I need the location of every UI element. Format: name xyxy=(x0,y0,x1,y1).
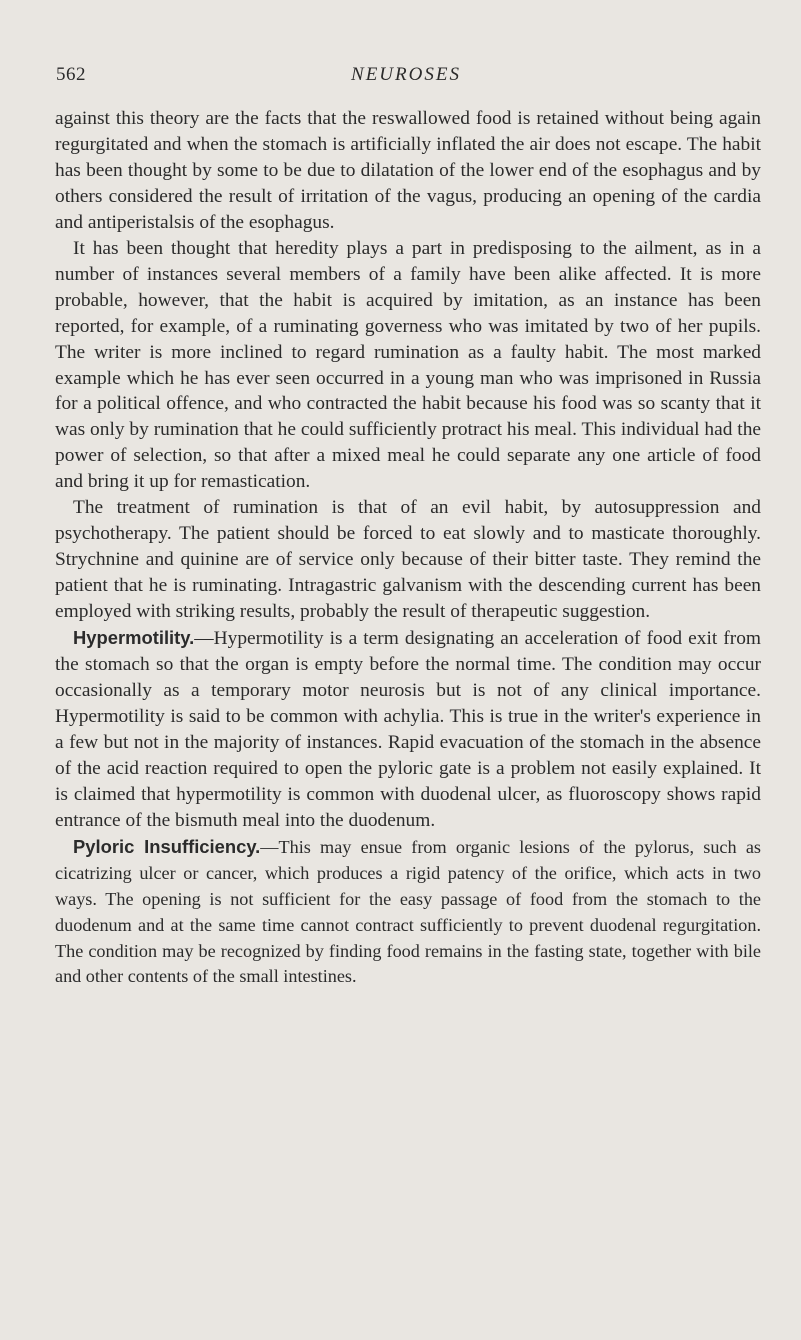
paragraph-text: against this theory are the facts that the reswallowed food is retained without being again regurgitated and when the stomach is artificially inflated the air does not escape. The habit has been thought by some to be due to dilatation of the lower end of the esophagus and by others considered the result of irritation of the vagus, producing an opening of the cardia and antiperistalsis of the esophagus. xyxy=(55,108,761,233)
section-heading-hypermotility: Hypermotility. xyxy=(73,627,195,649)
paragraph xyxy=(55,236,761,496)
paragraph-text: —Hypermotility is a term designating an acceleration of food exit from the stomach so that the organ is empty before the normal time. The condition may occur occasionally as a temporary motor neurosis but is not of any clinical importance. Hypermotility is said to be common with achylia. This is true in the writer's experience in a few but not in the majority of instances. Rapid evacuation of the stomach in the absence of the acid reaction required to open the pyloric gate is a problem not easily explained. It is claimed that hypermotility is common with duodenal ulcer, as fluoroscopy shows rapid entrance of the bismuth meal into the duodenum. xyxy=(55,628,761,831)
paragraph-text: —This may ensue from organic lesions of the pylorus, such as cicatrizing ulcer or cancer, which produces a rigid patency of the orifice, which acts in two ways. The opening is not sufficient for the easy passage of food from the stomach to the duodenum and at the same time cannot contract sufficiently to prevent duodenal regurgitation. The condition may be recognized by finding food remains in the fasting state, together with bile and other contents of the small intestines. xyxy=(55,836,761,987)
paragraph-text: The treatment of rumination is that of an evil habit, by autosuppression and psychotherapy. The patient should be forced to eat slowly and to masticate thoroughly. Strychnine and quinine are of service only because of their bitter taste. They remind the patient that he is ruminating. Intragastric galvanism with the descending current has been employed with striking results, probably the result of therapeutic suggestion. xyxy=(55,497,761,623)
paragraph xyxy=(55,834,761,991)
paragraph xyxy=(55,106,761,236)
paragraph xyxy=(55,625,761,834)
running-title: NEUROSES xyxy=(351,64,461,85)
paragraph-text: It has been thought that heredity plays a part in predisposing to the ailment, as in a number of instances several members of a family have been alike affected. It is more probable, however, that the habit is acquired by imitation, as an instance has been reported, for example, of a ruminating governess who was imitated by two of her pupils. The writer is more inclined to regard rumination as a faulty habit. The most marked example which he has ever seen occurred in a young man who was imprisoned in Russia for a political offence, and who contracted the habit because his food was so scanty that it was only by rumination that he could sufficiently protract his meal. This individual had the power of selection, so that after a mixed meal he could separate any one article of food and bring it up for remastication. xyxy=(55,237,761,493)
paragraph xyxy=(55,495,761,625)
page-number: 562 xyxy=(56,64,86,85)
body-text xyxy=(55,106,761,990)
running-head xyxy=(56,64,756,92)
section-heading-pyloric-insufficiency: Pyloric Insufficiency. xyxy=(73,835,261,857)
